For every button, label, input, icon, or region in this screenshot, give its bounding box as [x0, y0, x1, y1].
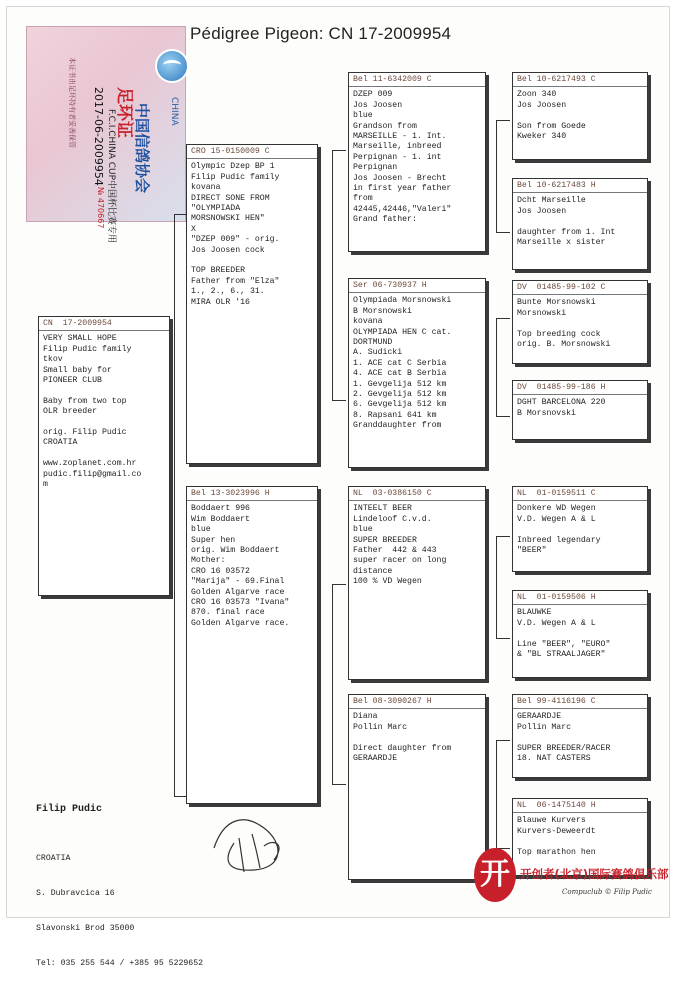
connector-line [496, 120, 510, 121]
card-line: "Marija" - 69.Final [191, 577, 285, 587]
card-line: 1. Gevgelija 512 km [353, 379, 447, 389]
dam-card [186, 486, 318, 804]
ring-number: NL 03-0386150 C [349, 489, 485, 501]
card-line: blue [191, 525, 211, 535]
card-line: Jos Joosen [353, 100, 403, 110]
card-line [517, 733, 643, 743]
ring-number: Bel 99-4116196 C [513, 697, 647, 709]
card-line: Father 442 & 443 [353, 546, 437, 556]
card-line: DIRECT SONE FROM [191, 193, 270, 203]
card-line [517, 837, 643, 847]
card-line: B Morsnowski [353, 306, 412, 316]
card-line: distance [353, 566, 393, 576]
card-line [353, 733, 481, 743]
ring-number: Bel 11-6342009 C [349, 75, 485, 87]
sss-card [512, 72, 648, 160]
card-line: www.zoplanet.com.hr [43, 459, 137, 469]
card-line: TOP BREEDER [191, 266, 246, 276]
page-title: Pédigree Pigeon: CN 17-2009954 [190, 24, 452, 43]
card-line: Direct daughter from [353, 743, 452, 753]
card-line: Marseille x sister [517, 238, 606, 248]
card-line: V.D. Wegen A & L [517, 618, 596, 628]
card-line: blue [353, 525, 373, 535]
card-line: m [43, 480, 48, 490]
card-line: V.D. Wegen A & L [517, 514, 596, 524]
card-line: Pollin Marc [517, 722, 572, 732]
card-line: 870. final race [191, 608, 265, 618]
card-line: kovana [191, 183, 221, 193]
card-line [43, 418, 165, 428]
card-line: Dcht Marseille [517, 196, 586, 206]
ring-number: Ser 06-730937 H [349, 281, 485, 293]
card-line: Grand father: [353, 215, 417, 225]
connector-line [332, 584, 333, 784]
card-line: Jos Joosen [517, 100, 567, 110]
connector-line [174, 214, 186, 215]
card-line: blue [353, 111, 373, 121]
stamp-org: 中国信鸽协会 [133, 103, 151, 194]
card-line: Wim Boddaert [191, 514, 250, 524]
stamp-note: 本证书由足环持有者妥善保管 [68, 57, 76, 148]
card-line: Filip Pudic family [191, 172, 280, 182]
card-line: Jos Joosen [517, 206, 567, 216]
card-line: & "BL STRAALJAGER" [517, 650, 606, 660]
card-line: Golden Algarve race [191, 587, 285, 597]
ring-number: Bel 10-6217483 H [513, 181, 647, 193]
card-line: 18. NAT CASTERS [517, 754, 591, 764]
card-line [517, 525, 643, 535]
connector-line [332, 584, 346, 585]
card-line: Filip Pudic family [43, 344, 132, 354]
card-line: "OLYMPIADA [191, 204, 241, 214]
card-line [517, 629, 643, 639]
subject-pigeon-card [38, 316, 170, 596]
owner-country: CROATIA [36, 854, 71, 864]
card-line: SUPER BREEDER/RACER [517, 743, 611, 753]
card-line: DORTMUND [353, 338, 393, 348]
connector-line [496, 536, 497, 638]
connector-line [332, 150, 333, 400]
sire-sire-card [348, 72, 486, 252]
card-line: Bunte Morsnowski [517, 298, 596, 308]
card-line: Lindeloof C.v.d. [353, 514, 432, 524]
dsd-card [512, 590, 648, 678]
card-line: Line "BEER", "EURO" [517, 639, 611, 649]
card-line [517, 319, 643, 329]
card-line: Olympic Dzep BP 1 [191, 162, 275, 172]
card-line: Zoon 340 [517, 90, 557, 100]
card-line: tkov [43, 355, 63, 365]
sire-card [186, 144, 318, 464]
card-line: GERAARDJE [353, 754, 398, 764]
card-line: 8. Rapsani 641 km [353, 410, 437, 420]
card-line: 2. Gevgelija 512 km [353, 390, 447, 400]
connector-line [174, 796, 186, 797]
ring-number: NL 01-0159506 H [513, 593, 647, 605]
card-line: 6. Gevgelija 512 km [353, 400, 447, 410]
card-line: super racer on long [353, 556, 447, 566]
card-line: X [191, 224, 196, 234]
card-line: orig. Wim Boddaert [191, 546, 280, 556]
ssd-card [512, 178, 648, 270]
sds-card [512, 280, 648, 364]
card-line: Father from "Elza" [191, 276, 280, 286]
card-line: INTEELT BEER [353, 504, 412, 514]
ring-number: DV 01485-99-186 H [513, 383, 647, 395]
card-line: 42445,42446,"Valeri" [353, 204, 452, 214]
card-line: Jos Joosen - Brecht [353, 173, 447, 183]
card-line: Olympiada Morsnowski [353, 296, 452, 306]
club-seal-icon: 开 [474, 848, 516, 902]
card-line: VERY SMALL HOPE [43, 334, 117, 344]
connector-line [496, 232, 510, 233]
stamp-brand: CHINA [169, 97, 179, 126]
card-line: Morsnowski [517, 308, 567, 318]
stamp-serial: № 470667 [96, 187, 105, 229]
connector-line [496, 318, 497, 416]
card-line: Inbreed legendary [517, 535, 601, 545]
ring-number: NL 06-1475140 H [513, 801, 647, 813]
card-line: PIONEER CLUB [43, 376, 102, 386]
card-line: 1., 2., 6., 31. [191, 287, 265, 297]
card-line: MORSNOWSKI HEN" [191, 214, 265, 224]
ring-number: CRO 15-0150009 C [187, 147, 317, 159]
card-line: Mother: [191, 556, 226, 566]
card-line: orig. B. Morsnowski [517, 340, 611, 350]
card-line: Perpignan [353, 163, 398, 173]
card-line: 100 % VD Wegen [353, 577, 422, 587]
connector-line [332, 784, 346, 785]
sdd-card [512, 380, 648, 440]
card-line: Top marathon hen [517, 847, 596, 857]
card-line: SUPER BREEDER [353, 535, 417, 545]
dam-dam-card [348, 694, 486, 880]
card-line: pudic.filip@gmail.co [43, 469, 142, 479]
card-line: Pollin Marc [353, 722, 408, 732]
pigeon-icon [163, 60, 181, 70]
connector-line [332, 150, 346, 151]
card-line: Marseille, inbreed [353, 142, 442, 152]
card-line: "DZEP 009" - orig. [191, 235, 280, 245]
card-line: B Morsnovski [517, 408, 576, 418]
card-line: CROATIA [43, 438, 78, 448]
card-line: Jos Joosen cock [191, 245, 265, 255]
card-line [43, 449, 165, 459]
ring-number: CN 17-2009954 [39, 319, 169, 331]
stamp-cert: 足环证 [114, 87, 134, 138]
sire-dam-card [348, 278, 486, 468]
card-line: Granddaughter from [353, 421, 442, 431]
card-line [43, 386, 165, 396]
ring-number: DV 01485-99-102 C [513, 283, 647, 295]
connector-line [496, 120, 497, 232]
card-line: Kurvers-Deweerdt [517, 826, 596, 836]
connector-line [496, 536, 510, 537]
stamp-ring-number: 2017-06-2009954 [92, 87, 105, 186]
card-line: OLYMPIADA HEN C cat. [353, 327, 452, 337]
card-line: Son from Goede [517, 121, 586, 131]
owner-name: Filip Pudic [36, 804, 103, 815]
card-line: BLAUWKE [517, 608, 552, 618]
dss-card [512, 486, 648, 572]
card-line: kovana [353, 317, 383, 327]
card-line: DZEP 009 [353, 90, 393, 100]
connector-line [496, 740, 497, 848]
card-line: CRO 16 03573 "Ivana" [191, 598, 290, 608]
card-line: Golden Algarve race. [191, 618, 290, 628]
card-line: Blauwe Kurvers [517, 816, 586, 826]
club-subtitle: Compuclub © Filip Pudic [562, 888, 652, 896]
card-line: Top breeding cock [517, 329, 601, 339]
card-line: daughter from 1. Int [517, 227, 616, 237]
connector-line [496, 416, 510, 417]
card-line: CRO 16 03572 [191, 566, 250, 576]
card-line: Super hen [191, 535, 236, 545]
club-name: 开创者(北京)国际赛鸽俱乐部 [520, 867, 669, 881]
ring-number: Bel 10-6217493 C [513, 75, 647, 87]
card-line: Diana [353, 712, 378, 722]
card-line: GERAARDJE [517, 712, 562, 722]
owner-phone: Tel: 035 255 544 / +385 95 5229652 [36, 958, 204, 968]
ring-number: Bel 13-3023996 H [187, 489, 317, 501]
connector-line [174, 214, 175, 796]
ring-number: NL 01-0159511 C [513, 489, 647, 501]
card-line: OLR breeder [43, 407, 98, 417]
card-line: 1. ACE cat C Serbia [353, 358, 447, 368]
card-line: MARSEILLE - 1. Int. [353, 132, 447, 142]
card-line: MIRA OLR '16 [191, 297, 250, 307]
owner-street: S. Dubravcica 16 [36, 888, 115, 898]
card-line: DGHT BARCELONA 220 [517, 398, 606, 408]
card-line: "BEER" [517, 546, 547, 556]
card-line: Donkere WD Wegen [517, 504, 596, 514]
signature-icon [204, 808, 294, 878]
card-line: Small baby for [43, 365, 112, 375]
card-line: orig. Filip Pudic [43, 428, 127, 438]
card-line: Baby from two top [43, 396, 127, 406]
owner-address [36, 830, 203, 981]
ring-number: Bel 08-3090267 H [349, 697, 485, 709]
connector-line [332, 400, 346, 401]
card-line [517, 111, 643, 121]
connector-line [496, 318, 510, 319]
card-line [517, 217, 643, 227]
connector-line [496, 740, 510, 741]
stamp-cup: F.C.I.CHINA CUP中国杯比赛专用 [106, 109, 116, 244]
card-line: A. Sudicki [353, 348, 403, 358]
ring-certificate-stamp [26, 26, 186, 244]
owner-city: Slavonski Brod 35000 [36, 923, 135, 933]
card-line: from [353, 194, 373, 204]
club-watermark [470, 848, 668, 904]
connector-line [496, 638, 510, 639]
card-line: in first year father [353, 184, 452, 194]
card-line [191, 256, 313, 266]
card-line: Kweker 340 [517, 132, 567, 142]
card-line: 4. ACE cat B Serbia [353, 369, 447, 379]
card-line: Boddaert 996 [191, 504, 250, 514]
dds-card [512, 694, 648, 778]
card-line: Grandson from [353, 121, 417, 131]
card-line: Perpignan - 1. int [353, 152, 442, 162]
dam-sire-card [348, 486, 486, 680]
